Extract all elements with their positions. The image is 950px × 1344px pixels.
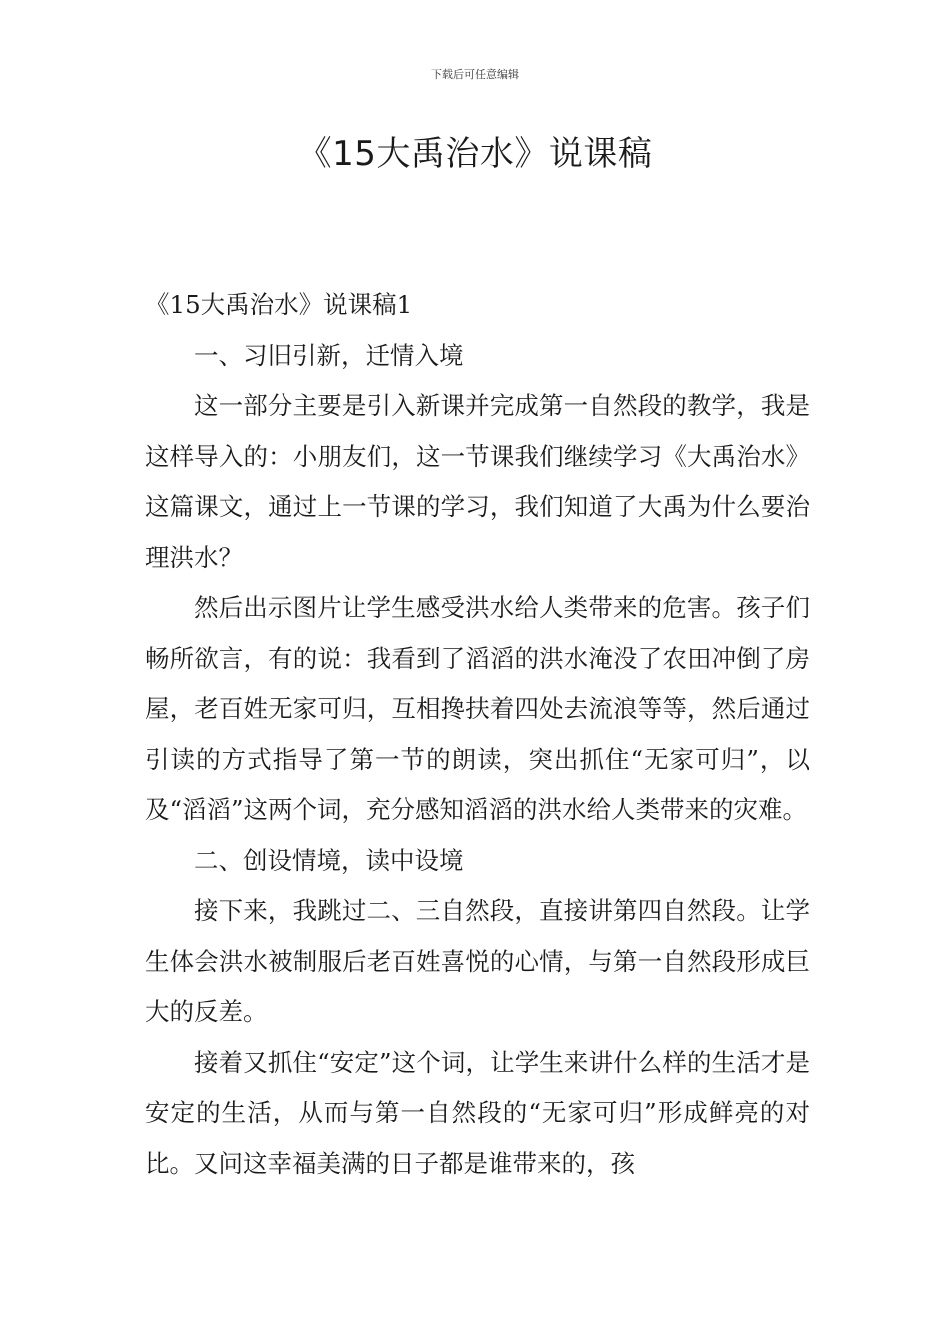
subheading-1: 一、习旧引新，迁情入境 xyxy=(194,340,464,370)
paragraph-3: 接下来，我跳过二、三自然段，直接讲第四自然段。让学生体会洪水被制服后老百姓喜悦的心情，与第一自然段形成巨大的反差。 xyxy=(145,896,810,1026)
subheading-2: 二、创设情境，读中设境 xyxy=(194,845,464,875)
section-title: 《15大禹治水》说课稿1 xyxy=(145,290,413,319)
paragraph-1: 这一部分主要是引入新课并完成第一自然段的教学，我是这样导入的：小朋友们，这一节课我们继续学习《大禹治水》这篇课文，通过上一节课的学习，我们知道了大禹为什么要治理洪水？ xyxy=(145,391,810,572)
header-note: 下载后可任意编辑 xyxy=(431,68,519,81)
document-title: 《15大禹治水》说课稿 xyxy=(297,134,653,174)
document-body xyxy=(145,280,810,1189)
paragraph-4: 接着又抓住“安定”这个词，让学生来讲什么样的生活才是安定的生活，从而与第一自然段的“无家可归”形成鲜亮的对比。又问这幸福美满的日子都是谁带来的，孩 xyxy=(145,1047,810,1178)
paragraph-2: 然后出示图片让学生感受洪水给人类带来的危害。孩子们畅所欲言，有的说：我看到了滔滔的洪水淹没了农田冲倒了房屋，老百姓无家可归，互相搀扶着四处去流浪等等，然后通过引读的方式指导了第一节的朗读，突出抓住“无家可归”，以及“滔滔”这两个词，充分感知滔滔的洪水给人类带来的灾难。 xyxy=(145,593,810,824)
